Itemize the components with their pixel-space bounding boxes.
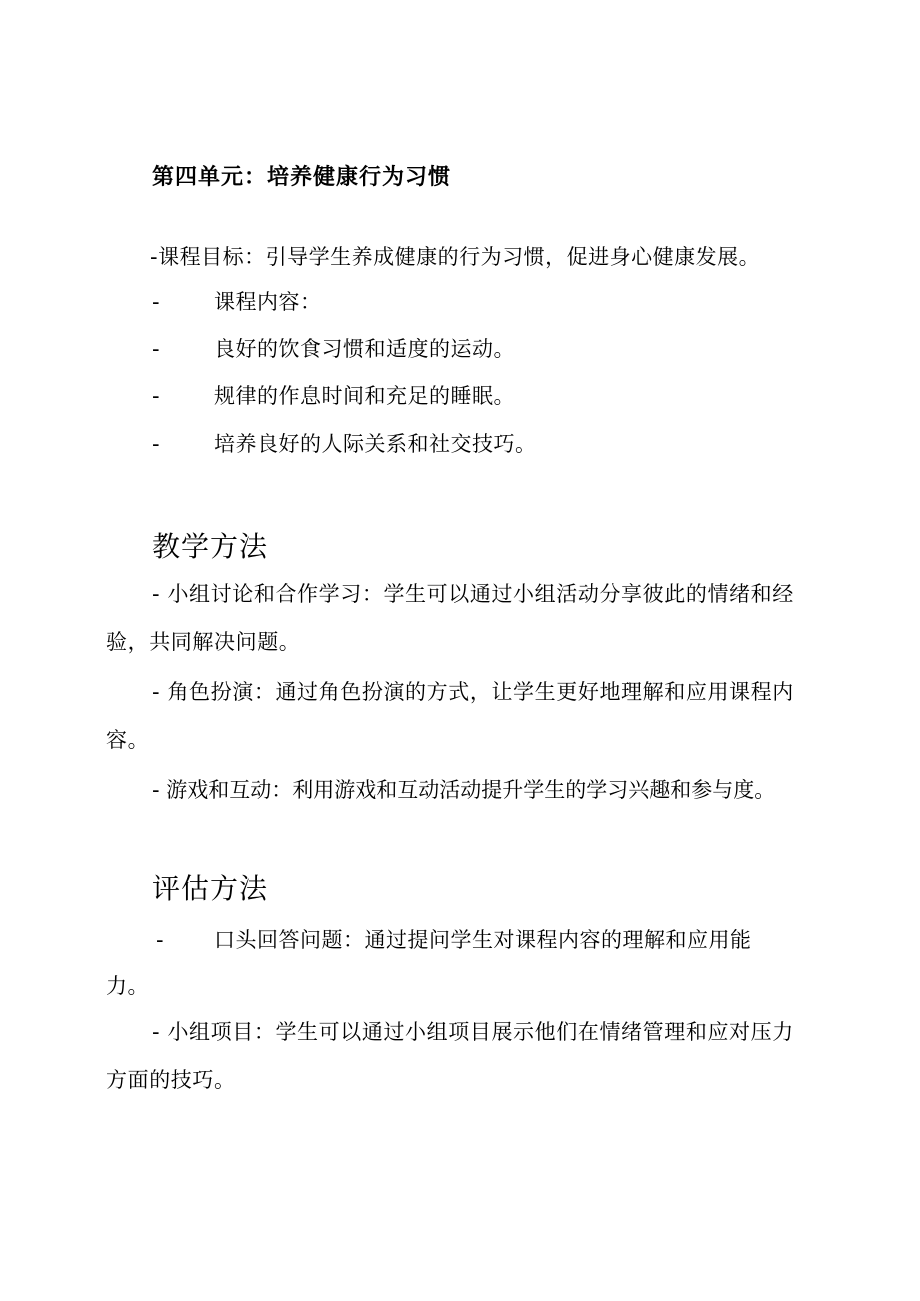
teaching-methods-heading: 教学方法 [152, 530, 269, 563]
teaching-method-paragraph: - 角色扮演：通过角色扮演的方式，让学生更好地理解和应用课程内容。 [106, 680, 794, 752]
course-content-label: 课程内容： [214, 290, 322, 314]
teaching-method-paragraph: - 小组讨论和合作学习：学生可以通过小组活动分享彼此的情绪和经验，共同解决问题。 [106, 582, 794, 654]
assessment-methods-heading: 评估方法 [152, 872, 269, 905]
item-dash: - [152, 432, 160, 456]
content-item: 培养良好的人际关系和社交技巧。 [214, 432, 537, 456]
content-item: 良好的饮食习惯和适度的运动。 [214, 337, 515, 361]
unit-title: 第四单元：培养健康行为习惯 [152, 165, 452, 190]
teaching-method-paragraph: - 游戏和互动：利用游戏和互动活动提升学生的学习兴趣和参与度。 [152, 778, 776, 802]
content-dash: - [152, 290, 160, 314]
course-objective: -课程目标：引导学生养成健康的行为习惯，促进身心健康发展。 [150, 245, 761, 269]
item-dash: - [152, 384, 160, 408]
assessment-item-line: 力。 [106, 974, 149, 998]
assessment-paragraph: - 小组项目：学生可以通过小组项目展示他们在情绪管理和应对压力方面的技巧。 [106, 1020, 794, 1092]
item-dash: - [152, 337, 160, 361]
content-item: 规律的作息时间和充足的睡眠。 [214, 384, 515, 408]
assessment-item-line: 口头回答问题：通过提问学生对课程内容的理解和应用能 [214, 928, 752, 952]
assessment-dash: - [156, 928, 164, 952]
